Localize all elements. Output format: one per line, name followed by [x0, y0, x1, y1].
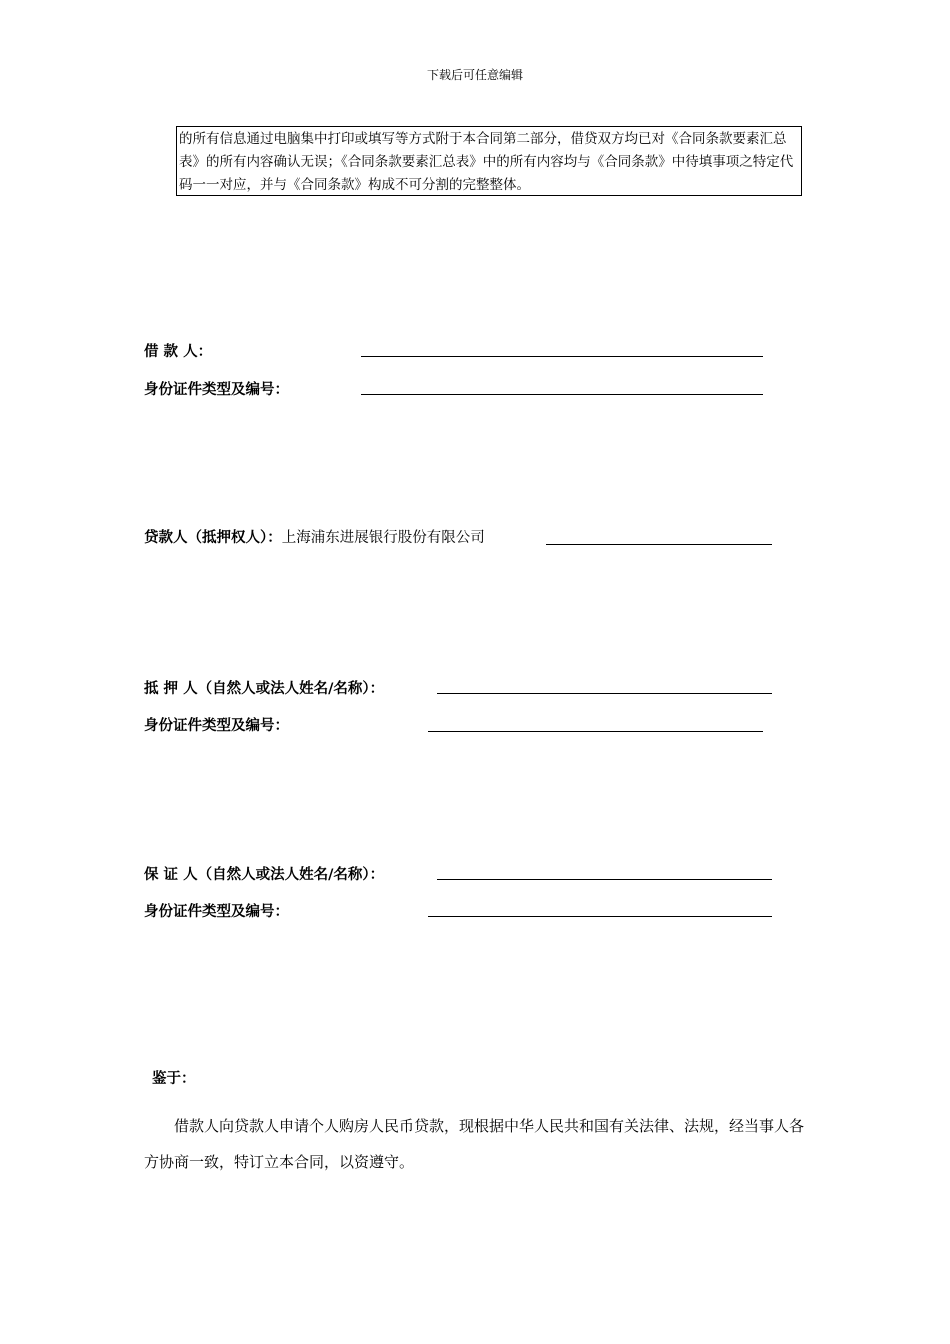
borrower-id-label: 身份证件类型及编号： — [144, 382, 289, 398]
whereas-label: 鉴于： — [152, 1071, 196, 1087]
guarantor-name-line[interactable] — [437, 879, 772, 880]
guarantor-label: 保 证 人（自然人或法人姓名/名称）： — [144, 867, 385, 883]
guarantor-id-label: 身份证件类型及编号： — [144, 904, 289, 920]
lender-row — [144, 526, 485, 547]
borrower-name-line[interactable] — [361, 356, 763, 357]
lender-value: 上海浦东进展银行股份有限公司 — [281, 530, 485, 546]
borrower-id-line[interactable] — [361, 394, 763, 395]
lender-line[interactable] — [546, 544, 772, 545]
lender-label: 贷款人（抵押权人）： — [144, 530, 282, 546]
page-header: 下载后可任意编辑 — [426, 68, 523, 82]
guarantor-id-line[interactable] — [428, 916, 772, 917]
mortgagor-name-line[interactable] — [437, 693, 772, 694]
mortgagor-id-label: 身份证件类型及编号： — [144, 718, 289, 734]
notice-box: 的所有信息通过电脑集中打印或填写等方式附于本合同第二部分，借贷双方均已对《合同条款要素汇总表》的所有内容确认无误；《合同条款要素汇总表》中的所有内容均与《合同条款》中待填事项之特定代码一一对应，并与《合同条款》构成不可分割的完整整体。 — [176, 126, 802, 196]
mortgagor-label: 抵 押 人（自然人或法人姓名/名称）： — [144, 681, 385, 697]
mortgagor-id-line[interactable] — [428, 731, 763, 732]
whereas-paragraph: 借款人向贷款人申请个人购房人民币贷款，现根据中华人民共和国有关法律、法规，经当事人各方协商一致，特订立本合同，以资遵守。 — [144, 1117, 805, 1171]
borrower-label: 借 款 人： — [144, 344, 213, 360]
